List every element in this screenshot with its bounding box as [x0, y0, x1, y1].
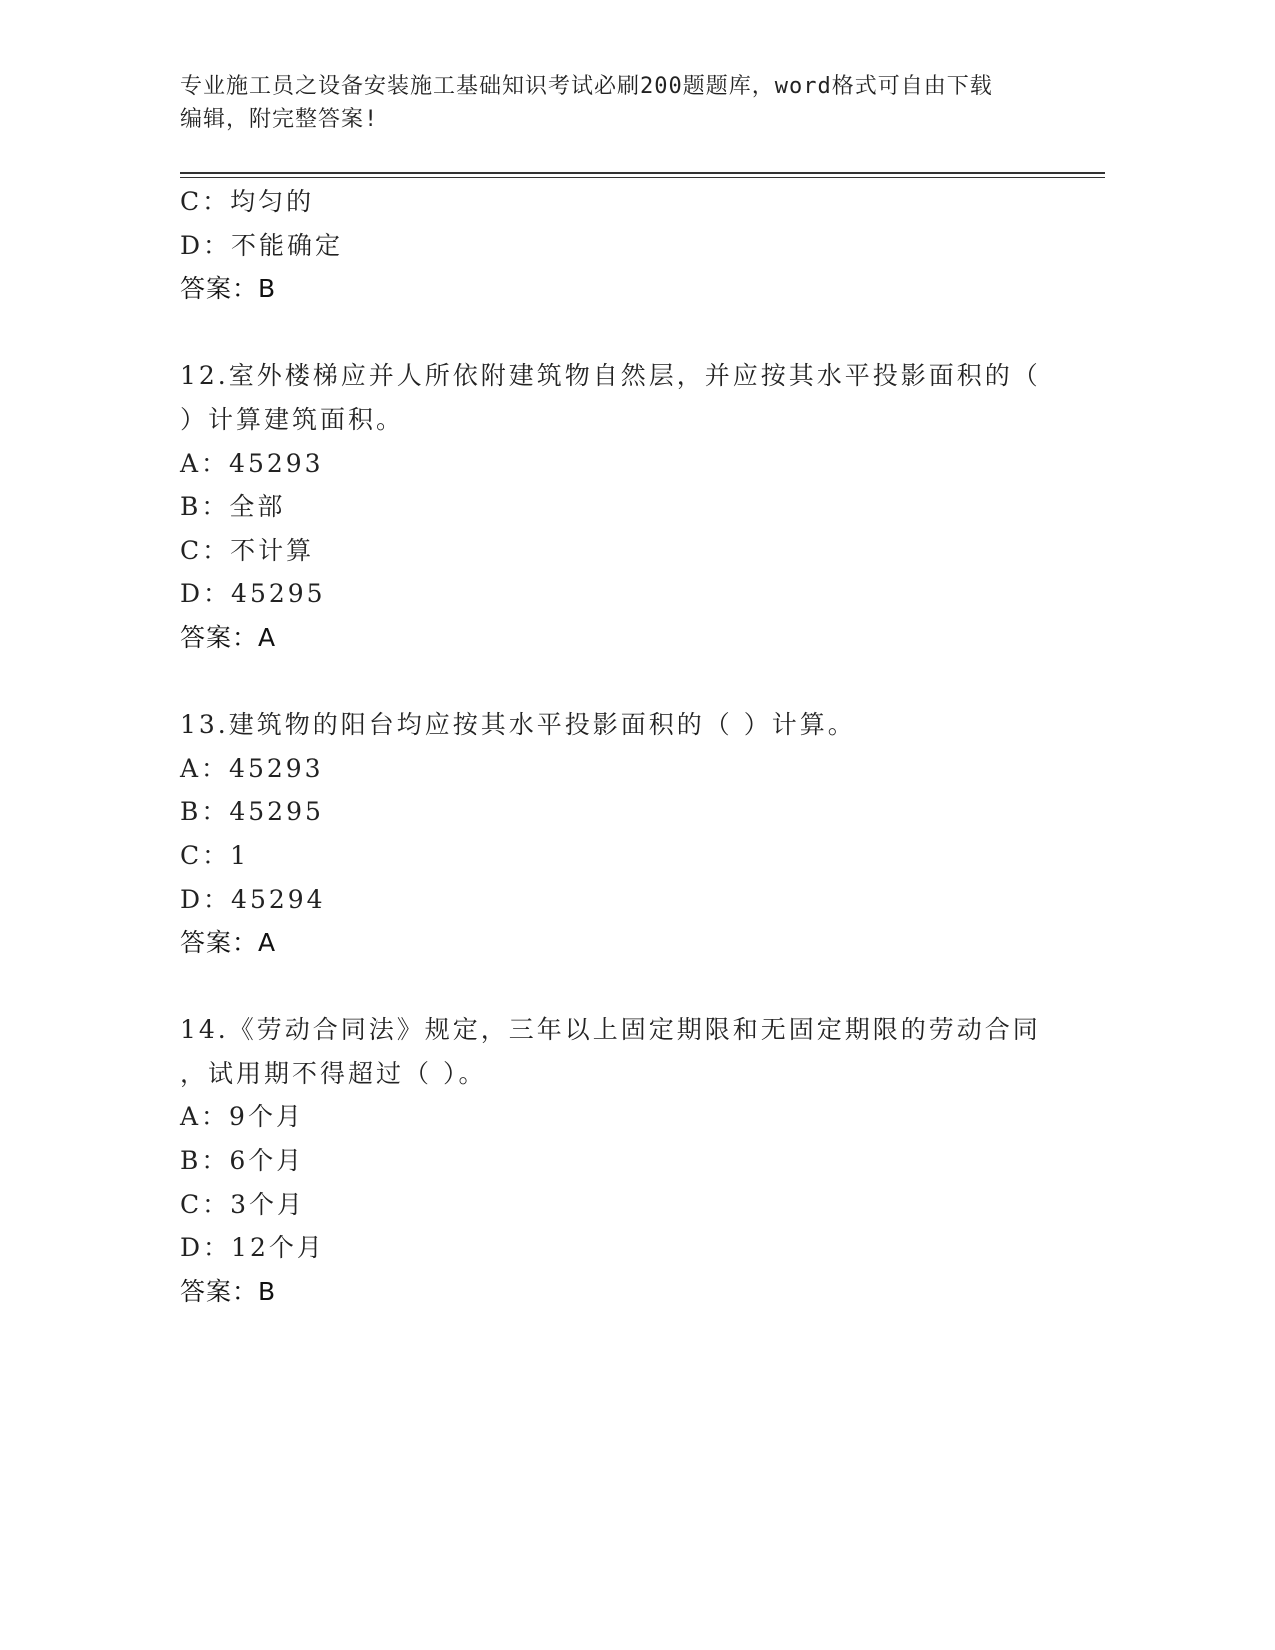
question-stem: ，试用期不得超过（ ）。 — [180, 1058, 487, 1088]
header-line-1: 专业施工员之设备安装施工基础知识考试必刷200题题库，word格式可自由下载 — [180, 74, 993, 99]
option-a: A：9个月 — [180, 1102, 304, 1132]
option-b: B：45295 — [180, 797, 324, 827]
question-stem: 12.室外楼梯应并人所依附建筑物自然层，并应按其水平投影面积的（ — [180, 361, 1041, 391]
option-c: C：不计算 — [180, 535, 315, 565]
question-fragment — [180, 180, 1060, 311]
option-d: D：45295 — [180, 579, 326, 609]
option-c: C：均匀的 — [180, 187, 315, 216]
question-13 — [180, 703, 1060, 965]
spacer — [180, 660, 1060, 704]
answer-line: 答案：B — [180, 274, 277, 304]
question-stem: 13.建筑物的阳台均应按其水平投影面积的（ ）计算。 — [180, 710, 856, 740]
header-divider-thick — [180, 172, 1105, 174]
question-stem: 14.《劳动合同法》规定，三年以上固定期限和无固定期限的劳动合同 — [180, 1015, 1041, 1045]
spacer — [180, 311, 1060, 355]
option-a: A：45293 — [180, 753, 324, 783]
option-c: C：3个月 — [180, 1189, 306, 1219]
question-stem: ）计算建筑面积。 — [180, 404, 405, 434]
document-header — [180, 70, 1060, 136]
header-divider-thin — [180, 177, 1105, 178]
option-d: D：不能确定 — [180, 230, 344, 260]
option-b: B：6个月 — [180, 1146, 305, 1176]
option-a: A：45293 — [180, 448, 324, 478]
header-line-2: 编辑，附完整答案! — [180, 107, 379, 132]
question-content — [180, 180, 1060, 1313]
answer-line: 答案：A — [180, 622, 277, 652]
answer-line: 答案：A — [180, 928, 277, 958]
option-b: B：全部 — [180, 492, 286, 522]
option-d: D：45294 — [180, 884, 326, 914]
answer-line: 答案：B — [180, 1276, 277, 1306]
question-12 — [180, 354, 1060, 659]
spacer — [180, 965, 1060, 1009]
option-c: C：1 — [180, 840, 250, 870]
option-d: D：12个月 — [180, 1233, 325, 1263]
question-14 — [180, 1008, 1060, 1313]
